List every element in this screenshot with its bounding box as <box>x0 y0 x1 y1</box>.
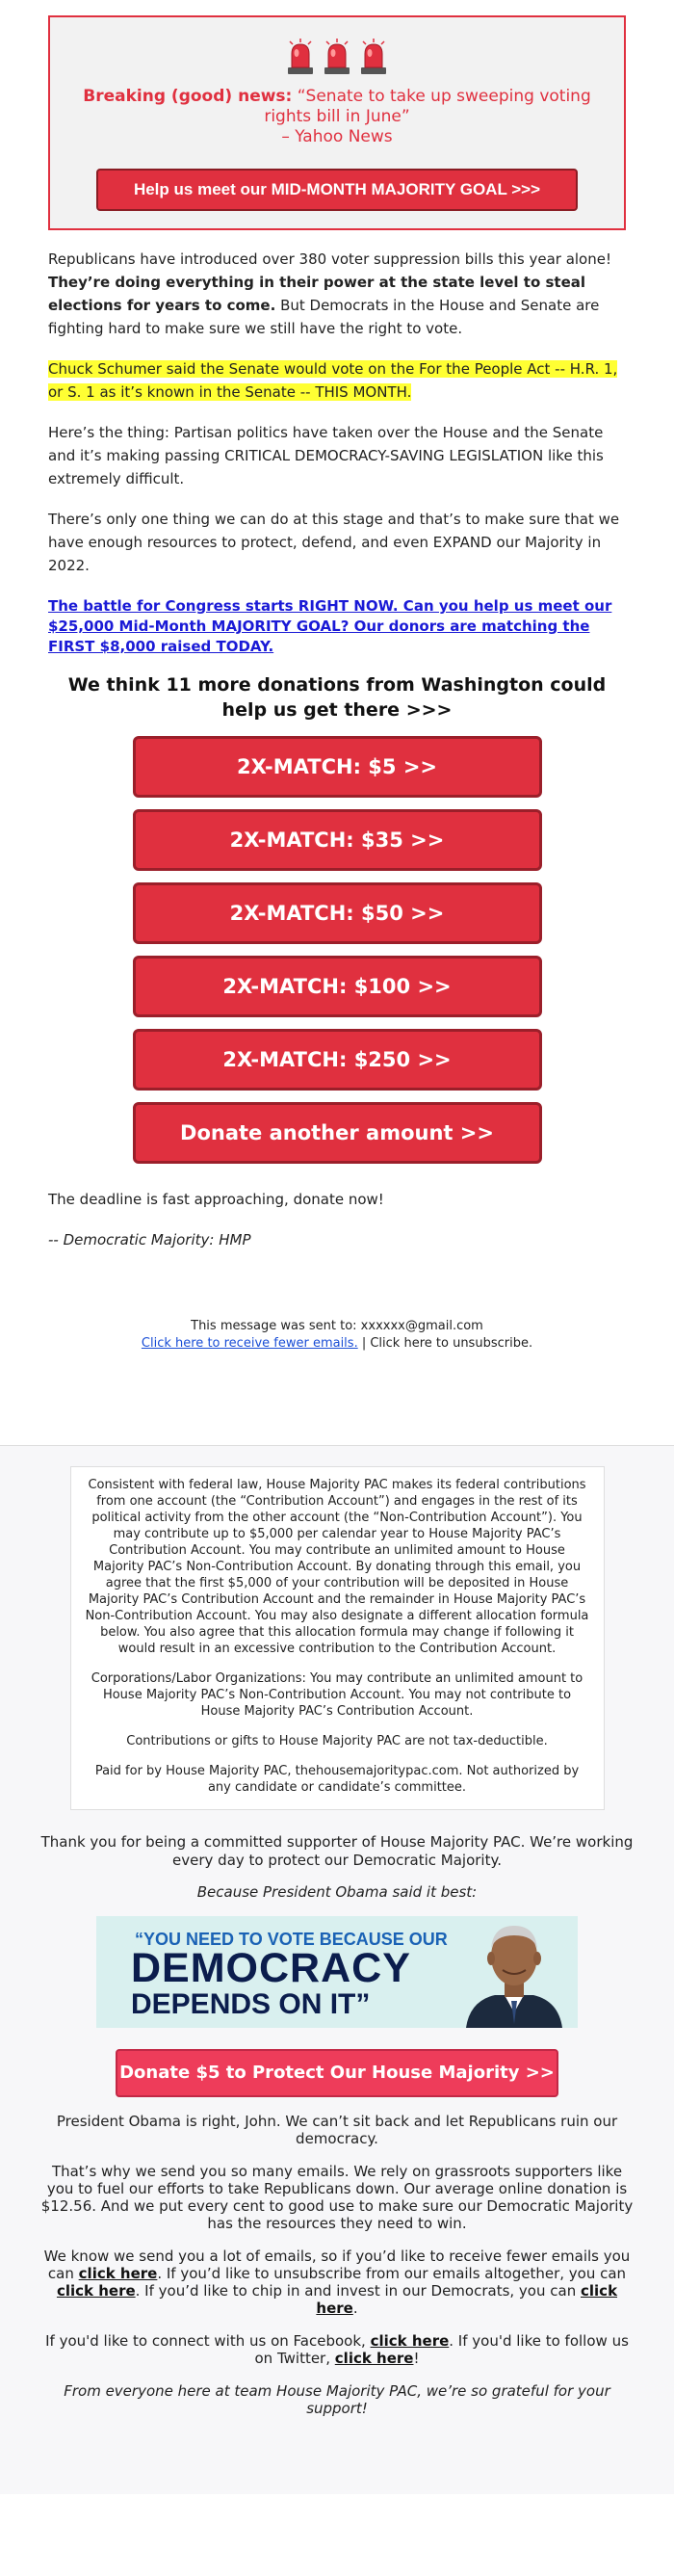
mid-month-goal-button[interactable]: Help us meet our MID-MONTH MAJORITY GOAL >>> <box>96 169 578 211</box>
siren-icon <box>323 39 351 75</box>
intro-end-text: But Democrats in the House and Senate are fighting hard to make sure we still have the right to vote. <box>48 297 600 337</box>
social-text-1: If you'd like to connect with us on Facebook, <box>45 2332 366 2350</box>
donate-50-button[interactable]: 2X-MATCH: $50 >> <box>133 882 542 944</box>
disclaimer-corporations: Corporations/Labor Organizations: You may contribute an unlimited amount to House Majority PAC’s Non-Contribution Account. You may not contribute to House Majority PAC’s Contribution Account. <box>91 1671 583 1719</box>
resources-paragraph: There’s only one thing we can do at this stage and that’s to make sure that we have enough resources to protect, defend, and even EXPAND our Majority in 2022. <box>48 511 620 574</box>
thanks-paragraph: Thank you for being a committed supporter of House Majority PAC. We’re working every day to protect our Democratic Majority. <box>40 1833 634 1869</box>
disclaimer-box <box>70 1466 605 1810</box>
donate-100-button[interactable]: 2X-MATCH: $100 >> <box>133 956 542 1017</box>
grassroots-paragraph: That’s why we send you so many emails. We rely on grassroots supporters like you to fuel our efforts to take Republicans down. Our average online donation is $12.56. And we put every cent to good use to make sure our Democratic Majority has the resources they need to win. <box>40 2163 634 2232</box>
email-options-text-2: . If you’d like to unsubscribe from our emails altogether, you can <box>157 2265 627 2282</box>
banner-line-2: DEMOCRACY <box>131 1945 411 1991</box>
donate-35-button[interactable]: 2X-MATCH: $35 >> <box>133 809 542 871</box>
signature: -- Democratic Majority: HMP <box>48 1231 251 1249</box>
highlighted-text: Chuck Schumer said the Senate would vote on the For the People Act -- H.R. 1, or S. 1 as it’s known in the Senate -- THIS MONTH. <box>48 360 618 401</box>
partisan-paragraph: Here’s the thing: Partisan politics have taken over the House and the Senate and it’s making passing CRITICAL DEMOCRACY-SAVING LEGISLATION like this extremely difficult. <box>48 424 604 487</box>
intro-paragraph <box>48 248 626 340</box>
email-footer <box>0 1445 674 2494</box>
unsubscribe-link[interactable]: | Click here to unsubscribe. <box>361 1336 533 1351</box>
invest-click-here[interactable]: click here <box>316 2282 618 2317</box>
unsubscribe-click-here[interactable]: click here <box>56 2282 136 2300</box>
email-options-paragraph: We know we send you a lot of emails, so if you’d like to receive fewer emails you can click here. If you’d like to unsubscribe from our emails altogether, you can click here. If you’d like to chip in and invest in our Democrats, you can click here. <box>43 2247 631 2317</box>
intro-text: Republicans have introduced over 380 voter suppression bills this year alone! <box>48 250 611 268</box>
donations-headline: We think 11 more donations from Washington could help us get there >>> <box>67 674 607 721</box>
donate-buttons <box>48 736 626 1164</box>
sent-to-footer <box>48 1318 626 1353</box>
section-divider <box>0 1445 674 1446</box>
obama-quote-banner[interactable] <box>96 1916 578 2028</box>
highlight-paragraph <box>48 357 626 404</box>
disclaimer-federal-law: Consistent with federal law, House Majority PAC makes its federal contributions from one account (the “Contribution Account”) and engages in the rest of its political activity from the other account (the “Non-Contribution Account”). You may contribute up to $5,000 per calendar year to House Majority PAC’s Contribution Account. You may contribute an unlimited amount to House Majority PAC’s Non-Contribution Account. By donating through this email, you agree that the first $5,000 of your contribution will be deposited in House Majority PAC’s Contribution Account and the remainder in House Majority PAC’s Non-Contribution Account. You may also designate a different allocation formula below. You also agree that this allocation formula may change if following it would result in an excessive contribution to the Contribution Account. <box>85 1478 589 1656</box>
headline-source: – Yahoo News <box>281 127 393 146</box>
obama-right-paragraph: President Obama is right, John. We can’t sit back and let Republicans ruin our democracy. <box>56 2113 618 2147</box>
deadline-text: The deadline is fast approaching, donate now! <box>48 1191 384 1208</box>
sent-to-text: This message was sent to: xxxxxx@gmail.com <box>191 1319 483 1333</box>
donate-5-button[interactable]: 2X-MATCH: $5 >> <box>133 736 542 798</box>
fewer-emails-click-here[interactable]: click here <box>78 2265 158 2282</box>
breaking-headline <box>79 87 595 147</box>
facebook-click-here[interactable]: click here <box>370 2332 450 2350</box>
twitter-click-here[interactable]: click here <box>334 2350 414 2367</box>
headline-quote: “Senate to take up sweeping voting rights bill in June” <box>264 87 591 126</box>
final-thanks: From everyone here at team House Majority PAC, we’re so grateful for your support! <box>64 2382 610 2417</box>
disclaimer-section <box>70 1445 605 1810</box>
sirens-row <box>79 39 595 77</box>
email-options-text-1: We know we send you a lot of emails, so if you’d like to receive fewer emails you can <box>43 2247 631 2282</box>
intro-bold-text: They’re doing everything in their power at the state level to steal elections for years to come. <box>48 274 586 314</box>
donate-5-house-majority-button[interactable]: Donate $5 to Protect Our House Majority >> <box>116 2049 558 2097</box>
donate-other-amount-button[interactable]: Donate another amount >> <box>133 1102 542 1164</box>
siren-icon <box>286 39 315 75</box>
email-options-text-3: . If you’d like to chip in and invest in our Democrats, you can <box>135 2282 577 2300</box>
breaking-news-box <box>48 15 626 230</box>
social-text-2: . If you'd like to follow us on Twitter, <box>254 2332 629 2367</box>
obama-portrait-icon <box>456 1918 572 2028</box>
fewer-emails-link[interactable]: Click here to receive fewer emails. <box>141 1336 358 1351</box>
banner-line-1: “YOU NEED TO VOTE BECAUSE OUR <box>135 1930 448 1949</box>
siren-icon <box>359 39 388 75</box>
donate-250-button[interactable]: 2X-MATCH: $250 >> <box>133 1029 542 1091</box>
congress-battle-link[interactable]: The battle for Congress starts RIGHT NOW. Can you help us meet our $25,000 Mid-Month MAJORITY GOAL? Our donors are matching the FIRST $8,000 raised TODAY. <box>48 597 612 655</box>
obama-said-text: Because President Obama said it best: <box>196 1883 478 1901</box>
banner-line-3: DEPENDS ON IT” <box>131 1988 371 2020</box>
disclaimer-paid-for: Paid for by House Majority PAC, thehousemajoritypac.com. Not authorized by any candidate or candidate’s committee. <box>94 1764 580 1795</box>
social-paragraph: If you'd like to connect with us on Facebook, click here. If you'd like to follow us on Twitter, click here! <box>45 2332 629 2367</box>
headline-label: Breaking (good) news: <box>83 87 293 106</box>
disclaimer-tax: Contributions or gifts to House Majority PAC are not tax-deductible. <box>126 1734 548 1748</box>
